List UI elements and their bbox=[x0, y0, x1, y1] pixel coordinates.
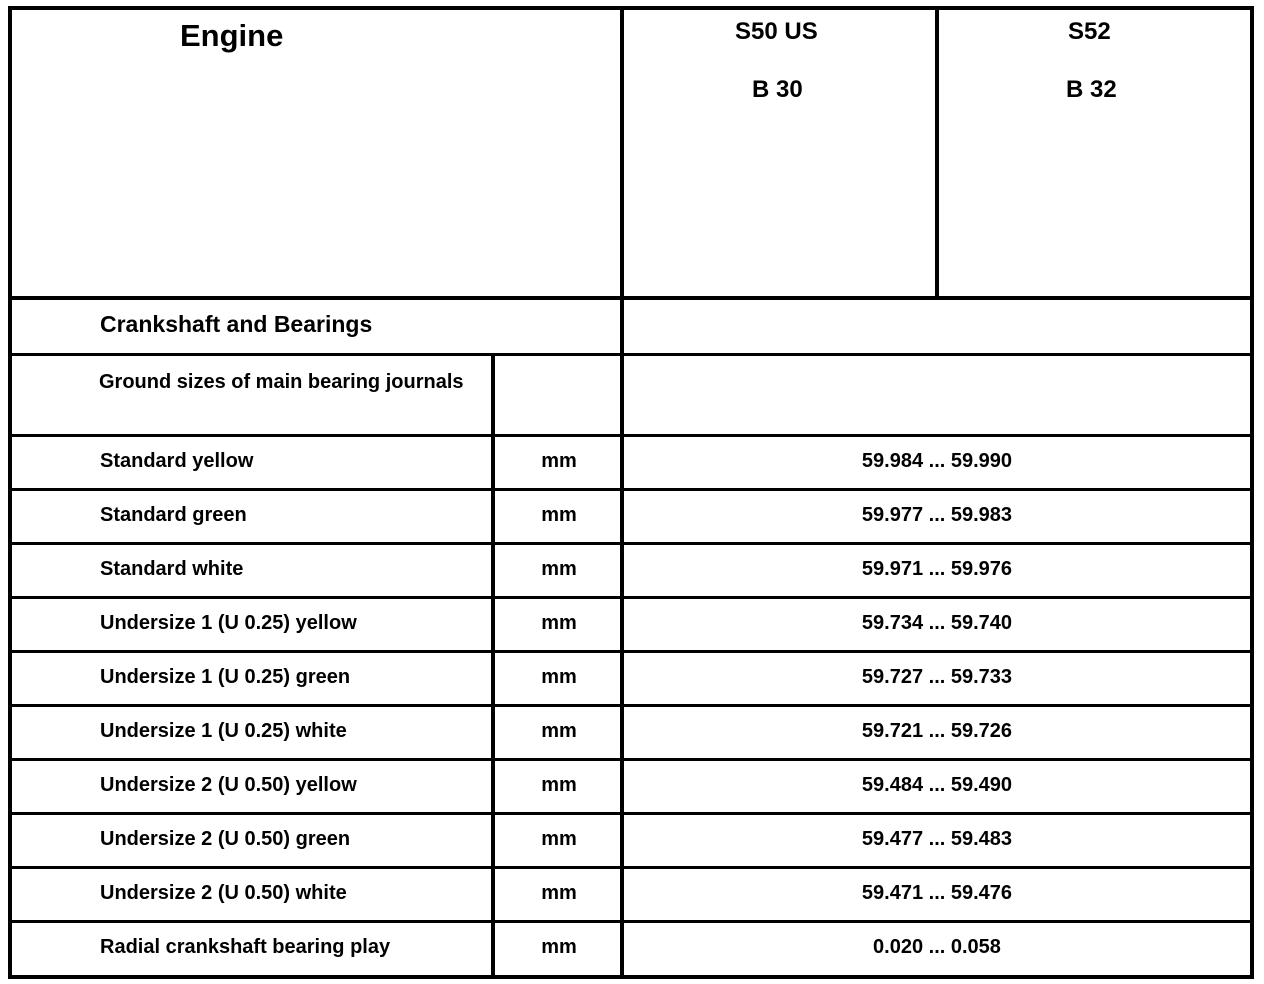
table-top-border bbox=[8, 6, 1254, 10]
s52-model-heading: S52 bbox=[1068, 18, 1111, 45]
row-divider bbox=[8, 596, 1254, 599]
s50-variant-heading: B 30 bbox=[752, 76, 803, 103]
row-divider bbox=[8, 920, 1254, 923]
row-unit: mm bbox=[541, 720, 577, 742]
model-column-divider bbox=[935, 6, 939, 300]
row-value: 59.721 ... 59.726 bbox=[861, 720, 1013, 742]
row-value: 59.971 ... 59.976 bbox=[861, 558, 1013, 580]
row-divider bbox=[8, 488, 1254, 491]
table-right-border bbox=[1250, 6, 1254, 978]
row-value: 59.734 ... 59.740 bbox=[861, 612, 1013, 634]
row-unit: mm bbox=[541, 882, 577, 904]
subsection-bottom-border bbox=[8, 434, 1254, 437]
row-divider bbox=[8, 866, 1254, 869]
row-divider bbox=[8, 542, 1254, 545]
row-value: 59.977 ... 59.983 bbox=[861, 504, 1013, 526]
row-label: Undersize 2 (U 0.50) yellow bbox=[100, 774, 357, 796]
row-unit: mm bbox=[541, 504, 577, 526]
row-unit: mm bbox=[541, 828, 577, 850]
row-unit: mm bbox=[541, 774, 577, 796]
s52-variant-heading: B 32 bbox=[1066, 76, 1117, 103]
section-title: Crankshaft and Bearings bbox=[100, 311, 373, 337]
subsection-title: Ground sizes of main bearing journals bbox=[99, 371, 464, 393]
row-label: Undersize 1 (U 0.25) yellow bbox=[100, 612, 357, 634]
row-label: Undersize 2 (U 0.50) green bbox=[100, 828, 351, 850]
row-value: 0.020 ... 0.058 bbox=[873, 936, 1001, 958]
row-divider bbox=[8, 650, 1254, 653]
row-label: Radial crankshaft bearing play bbox=[100, 936, 391, 958]
header-bottom-border bbox=[8, 296, 1254, 300]
row-value: 59.471 ... 59.476 bbox=[861, 882, 1013, 904]
s50-model-heading: S50 US bbox=[735, 18, 818, 45]
row-label: Standard green bbox=[100, 504, 247, 526]
row-value: 59.727 ... 59.733 bbox=[861, 666, 1013, 688]
row-divider bbox=[8, 704, 1254, 707]
row-unit: mm bbox=[541, 666, 577, 688]
row-value: 59.477 ... 59.483 bbox=[861, 828, 1013, 850]
engine-heading: Engine bbox=[180, 18, 284, 53]
table-left-border bbox=[8, 6, 12, 978]
row-divider bbox=[8, 758, 1254, 761]
section-bottom-border bbox=[8, 353, 1254, 356]
row-divider bbox=[8, 812, 1254, 815]
row-label: Standard yellow bbox=[100, 450, 254, 472]
row-unit: mm bbox=[541, 558, 577, 580]
row-value: 59.484 ... 59.490 bbox=[861, 774, 1013, 796]
row-label: Undersize 2 (U 0.50) white bbox=[100, 882, 347, 904]
row-label: Undersize 1 (U 0.25) white bbox=[100, 720, 347, 742]
row-value: 59.984 ... 59.990 bbox=[861, 450, 1013, 472]
row-label: Standard white bbox=[100, 558, 244, 580]
row-unit: mm bbox=[541, 936, 577, 958]
row-label: Undersize 1 (U 0.25) green bbox=[100, 666, 351, 688]
row-unit: mm bbox=[541, 612, 577, 634]
table-bottom-border bbox=[8, 975, 1254, 979]
row-unit: mm bbox=[541, 450, 577, 472]
